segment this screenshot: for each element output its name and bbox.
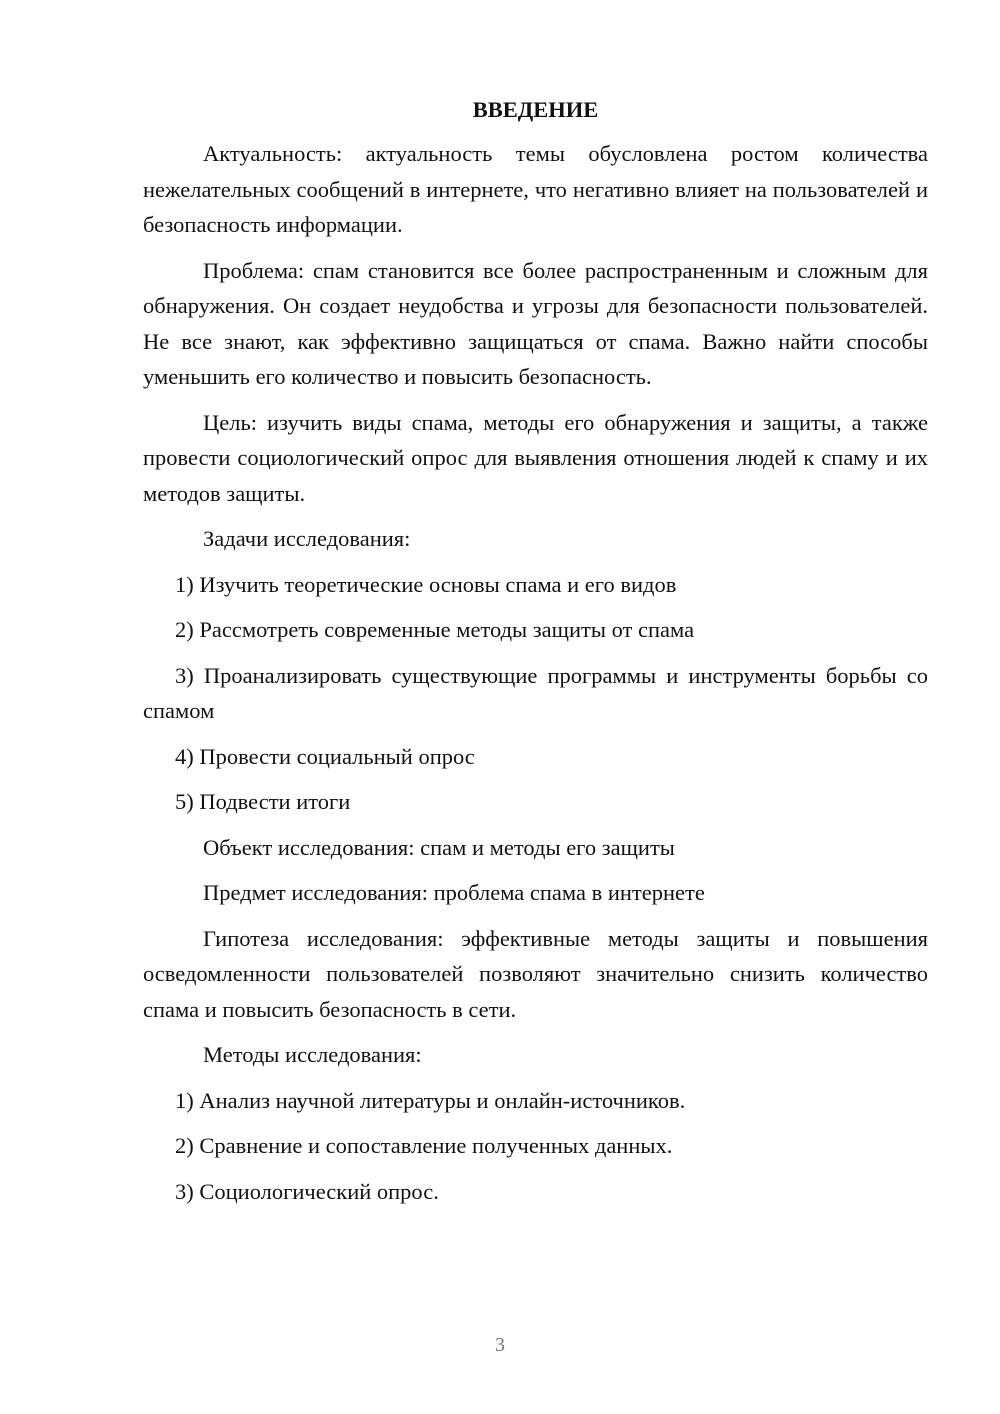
goal-paragraph: Цель: изучить виды спама, методы его обнаружения и защиты, а также провести социологический опрос для выявления отношения людей к спаму и их методов защиты. [143, 409, 928, 506]
task-item-4: 4) Провести социальный опрос [175, 743, 475, 769]
method-item-1: 1) Анализ научной литературы и онлайн-источников. [175, 1087, 686, 1113]
task-item-1: 1) Изучить теоретические основы спама и его видов [175, 571, 677, 597]
object-paragraph: Объект исследования: спам и методы его защиты [203, 834, 675, 860]
task-item-5: 5) Подвести итоги [175, 789, 351, 814]
method-item-3: 3) Социологический опрос. [175, 1178, 439, 1204]
document-page [143, 92, 928, 1219]
section-title: ВВЕДЕНИЕ [472, 97, 599, 122]
relevance-paragraph: Актуальность: актуальность темы обусловлена ростом количества нежелательных сообщений в интернете, что негативно влияет на пользователей и безопасность информации. [143, 141, 928, 237]
subject-paragraph: Предмет исследования: проблема спама в интернете [203, 880, 705, 905]
tasks-heading: Задачи исследования: [203, 526, 411, 551]
methods-heading: Методы исследования: [203, 1042, 422, 1067]
hypothesis-paragraph: Гипотеза исследования: эффективные методы защиты и повышения осведомленности пользователей позволяют значительно снизить количество спама и повысить безопасность в сети. [143, 925, 928, 1022]
task-item-2: 2) Рассмотреть современные методы защиты от спама [175, 617, 695, 642]
page-number: 3 [495, 1334, 505, 1356]
task-item-3: 3) Проанализировать существующие программы и инструменты борьбы со спамом [143, 662, 928, 723]
problem-paragraph: Проблема: спам становится все более распространенным и сложным для обнаружения. Он создает неудобства и угрозы для безопасности пользователей. Не все знают, как эффективно защищаться от спама. Важно найти способы уменьшить его количество и повысить безопасность. [143, 257, 928, 389]
method-item-2: 2) Сравнение и сопоставление полученных данных. [175, 1133, 673, 1158]
